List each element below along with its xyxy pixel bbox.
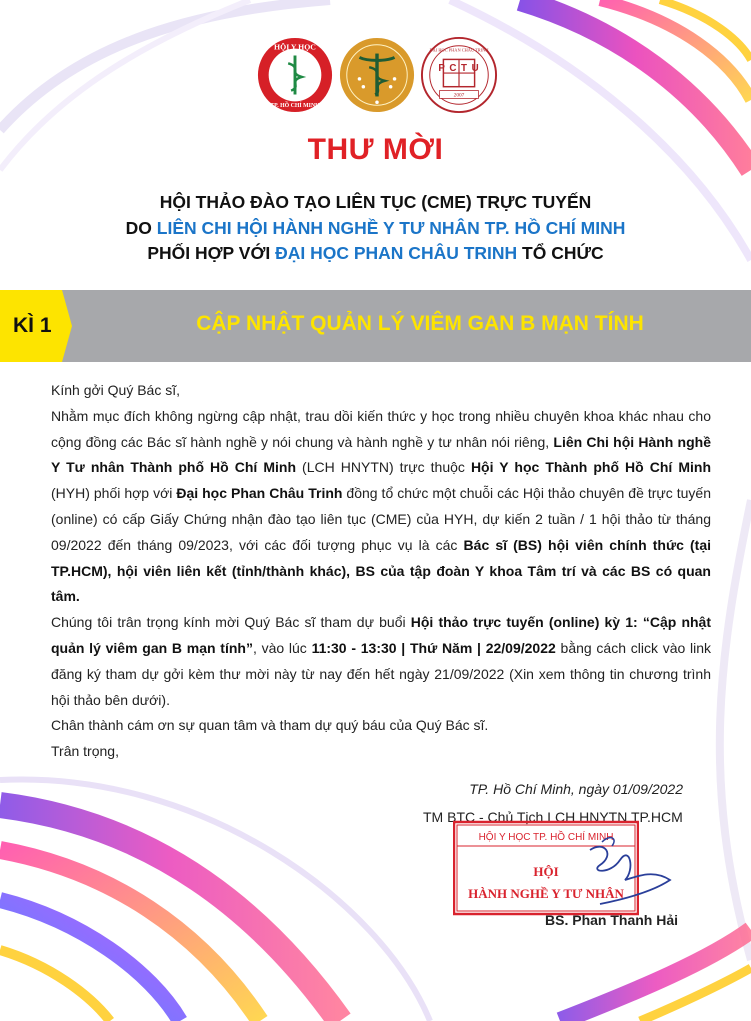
hoi-y-hoc-logo [256,36,334,114]
p1-text-g: đồng tổ chức một chuỗi các Hội thảo chuyên đề trực tuyến (online) có cấp Giấy Chứng nhận đào tạo liên tục (CME) của HYH, dự kiến 2 tuần / 1 hội thảo từ tháng 09/2022 đến tháng 09/2023, với các đối tượng phục vụ là các [51,485,711,553]
stamp-top-text: HỘI Y HỌC TP. HỒ CHÍ MINH [478,832,614,843]
lch-hnytn-logo [338,36,416,114]
p1-hyh-name: Hội Y học Thành phố Hồ Chí Minh [470,459,711,476]
logo-row [0,36,751,116]
pctu-logo-year: 2007 [453,92,465,99]
stamp-line-2: HÀNH NGHỀ Y TƯ NHÂN [468,886,624,901]
letter-body [51,378,711,765]
letter-greeting: Kính gởi Quý Bác sĩ, [51,382,181,398]
partner-name: ĐẠI HỌC PHAN CHÂU TRINH [275,243,518,263]
p1-lch-name: Liên Chi hội Hành nghề Y Tư nhân Thành phố Hồ Chí Minh [51,433,711,476]
subtitle-line-1 [0,192,751,213]
hoi-y-hoc-logo-bottom-text: TP. HỒ CHÍ MINH [270,103,320,110]
letter-paragraph-2 [51,610,711,713]
pctu-logo-letters: P C T U [438,63,480,75]
signer-role: TM BTC - Chủ Tịch LCH HNYTN TP.HCM [423,809,683,825]
session-number: KÌ 1 [13,314,52,337]
p2-text-c: , vào lúc [252,639,312,656]
subtitle-line-2-prefix: DO [125,218,157,238]
subtitle-line-2 [0,218,751,239]
p1-text-e: (HYH) phối hợp với [51,485,177,502]
letter-paragraph-3: Chân thành cám ơn sự quan tâm và tham dự quý báu của Quý Bác sĩ. [51,717,489,734]
subtitle-line-3 [0,243,751,264]
session-topic: CẬP NHẬT QUẢN LÝ VIÊM GAN B MẠN TÍNH [196,312,644,335]
subtitle-line-1-text: HỘI THẢO ĐÀO TẠO LIÊN TỤC (CME) TRỰC TUYẾN [159,192,592,212]
page-title: THƯ MỜI [307,133,444,166]
p1-text-c: (LCH HNYTN) trực thuộc [296,459,471,476]
signer-name: BS. Phan Thanh Hải [545,912,679,928]
p2-event-time: 11:30 - 13:30 | Thứ Năm | 22/09/2022 [311,639,556,656]
hoi-y-hoc-logo-top-text: HỘI Y HỌC [274,42,316,52]
subtitle-line-3-prefix: PHỐI HỢP VỚI [147,243,276,263]
subtitle-line-3-suffix: TỔ CHỨC [517,243,604,263]
stamp-line-1: HỘI [533,864,559,879]
organizer-name: LIÊN CHI HỘI HÀNH NGHỀ Y TƯ NHÂN TP. HỒ CHÍ MINH [156,218,626,238]
letter-paragraph-1 [51,404,711,610]
p1-university-name: Đại học Phan Châu Trinh [176,485,343,502]
p1-audience: Bác sĩ (BS) hội viên chính thức (tại TP.HCM), hội viên liên kết (tỉnh/thành khác), BS của tập đoàn Y khoa Tâm trí và các BS có quan tâm. [51,536,711,605]
pctu-logo [420,36,498,114]
pctu-logo-top-text: ĐẠI HỌC PHAN CHÂU TRINH [429,47,489,53]
place-date: TP. Hồ Chí Minh, ngày 01/09/2022 [469,781,683,797]
session-band [0,290,751,362]
p2-text-a: Chúng tôi trân trọng kính mời Quý Bác sĩ tham dự buổi [51,614,411,631]
p2-event-name: Hội thảo trực tuyến (online) kỳ 1: “Cập nhật quản lý viêm gan B mạn tính” [51,614,711,656]
letter-closing: Trân trọng, [51,743,119,760]
handwritten-signature [560,820,710,910]
p2-text-e: bằng cách click vào link đăng ký tham dự gởi kèm thư mời này từ nay đến hết ngày 21/09/2022 (Xin xem thông tin chương trình hội thảo bên dưới). [51,639,712,708]
p1-text-a: Nhằm mục đích không ngừng cập nhật, trau dồi kiến thức y học trong nhiều chuyên khoa khác nhau cho cộng đồng các Bác sĩ hành nghề y nói chung và hành nghề y tư nhân nói riêng, [51,407,711,450]
